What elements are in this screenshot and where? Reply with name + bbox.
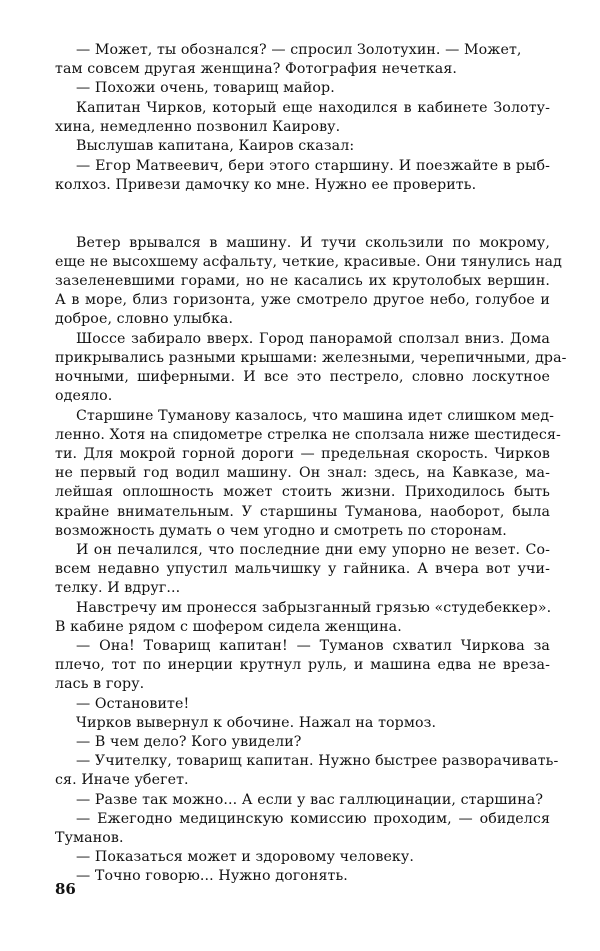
text-line: Навстречу им пронесся забрызганный грязью «студебеккер».	[76, 600, 552, 616]
text-line: — Показаться может и здоровому человеку.	[76, 849, 414, 865]
text-line: А в море, близ горизонта, уже смотрело другое небо, голубое и	[55, 292, 550, 308]
text-line: Ветер врывался в машину. И тучи скользили по мокрому,	[76, 235, 550, 251]
text-line: одеяло.	[55, 388, 113, 404]
text-line: прикрывались разными крышами: железными, черепичными, дра-	[55, 350, 567, 366]
text-line: — Ежегодно медицинскую комиссию проходим, — обиделся	[76, 811, 550, 827]
text-line: Чирков вывернул к обочине. Нажал на тормоз.	[76, 715, 437, 731]
text-line: ночными, шиферными. И все это пестрело, словно лоскутное	[55, 369, 550, 385]
text-line: — Учителку, товарищ капитан. Нужно быстрее разворачивать-	[76, 753, 559, 769]
text-line: там совсем другая женщина? Фотография нечеткая.	[55, 61, 457, 77]
text-line: плечо, тот по инерции крутнул руль, и машина едва не вреза-	[55, 657, 550, 673]
text-line: В кабине рядом с шофером сидела женщина.	[55, 619, 402, 635]
text-line: возможность думать о чем угодно и смотреть по сторонам.	[55, 523, 507, 539]
text-line: — Может, ты обознался? — спросил Золотухин. — Может,	[76, 42, 522, 58]
text-line: крайне внимательным. У старшины Туманова, наоборот, была	[55, 504, 550, 520]
text-line: лейшая оплошность может стоить жизни. Приходилось быть	[55, 484, 550, 500]
text-line: доброе, словно улыбка.	[55, 311, 234, 327]
text-line: телку. И вдруг...	[55, 580, 181, 596]
text-line: Туманов.	[55, 830, 124, 846]
text-line: ти. Для мокрой горной дороги — предельная скорость. Чирков	[55, 446, 550, 462]
text-line: ся. Иначе убегет.	[55, 772, 189, 788]
text-line: — Похожи очень, товарищ майор.	[76, 80, 335, 96]
text-line: Выслушав капитана, Каиров сказал:	[76, 138, 355, 154]
text-line: всем недавно упустил мальчишку у гайника. А вчера вот учи-	[55, 561, 550, 577]
text-line: — Точно говорю... Нужно догонять.	[76, 868, 348, 884]
text-line: Старшине Туманову казалось, что машина идет слишком мед-	[76, 408, 555, 424]
text-line: — Егор Матвеевич, бери этого старшину. И поезжайте в рыб-	[76, 158, 550, 174]
text-line: ленно. Хотя на спидометре стрелка не сползала ниже шестидеся-	[55, 427, 561, 443]
text-line: — Остановите!	[76, 696, 190, 712]
text-line: хина, немедленно позвонил Каирову.	[55, 119, 341, 135]
page-number: 86	[55, 880, 76, 898]
text-line: — В чем дело? Кого увидели?	[76, 734, 302, 750]
text-line: — Она! Товарищ капитан! — Туманов схватил Чиркова за	[76, 638, 550, 654]
text-line: колхоз. Привези дамочку ко мне. Нужно ее проверить.	[55, 177, 477, 193]
text-line: — Разве так можно... А если у вас галлюцинации, старшина?	[76, 792, 544, 808]
text-line: зазеленевшими горами, но не касались их крутолобых вершин.	[55, 273, 550, 289]
text-line: не первый год водил машину. Он знал: здесь, на Кавказе, ма-	[55, 465, 550, 481]
text-line: И он печалился, что последние дни ему упорно не везет. Со-	[76, 542, 550, 558]
text-line: Капитан Чирков, который еще находился в кабинете Золоту-	[76, 100, 550, 116]
text-line: еще не высохшему асфальту, четкие, красивые. Они тянулись над	[55, 254, 562, 270]
text-line: Шоссе забирало вверх. Город панорамой сползал вниз. Дома	[76, 331, 550, 347]
text-line: лась в гору.	[55, 676, 145, 692]
